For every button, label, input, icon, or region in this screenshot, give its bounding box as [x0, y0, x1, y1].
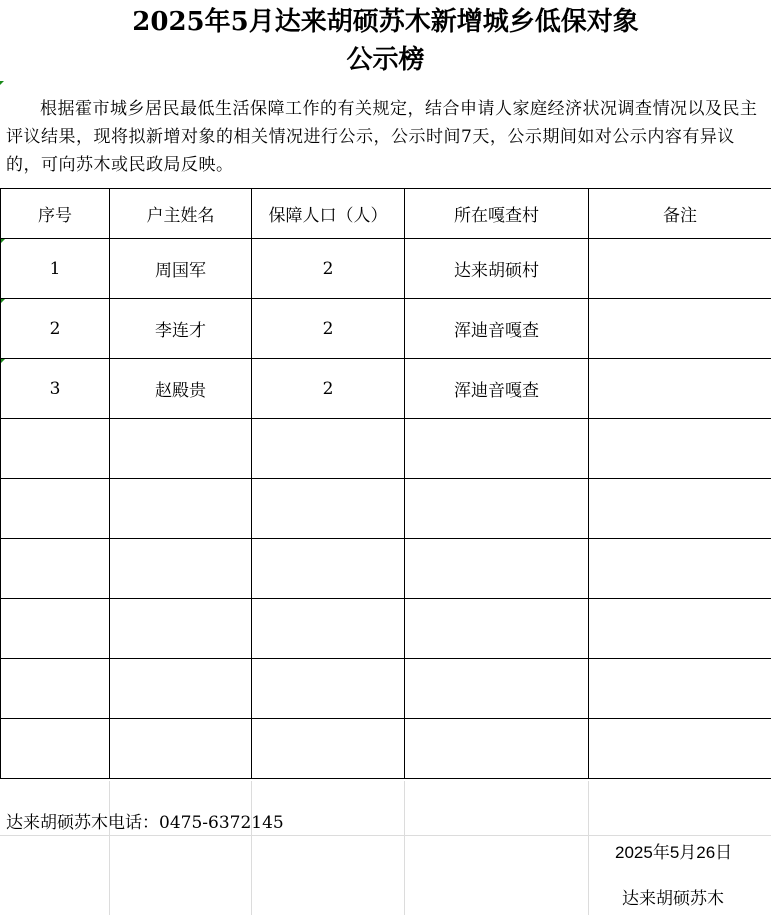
cell-marker — [1, 359, 5, 363]
cell-village — [405, 659, 589, 719]
cell-householder-name — [110, 419, 252, 479]
cell-remarks — [589, 359, 771, 419]
cell-remarks — [589, 419, 771, 479]
cell-index — [1, 659, 110, 719]
cell-covered-persons — [252, 419, 405, 479]
issuing-organization: 达来胡硕苏木 — [622, 889, 724, 909]
table-row — [1, 539, 771, 599]
header-remarks: 备注 — [589, 189, 771, 239]
cell-index — [1, 599, 110, 659]
grid-line — [0, 835, 771, 836]
table-row — [1, 599, 771, 659]
title-line-1: 2025年5月达来胡硕苏木新增城乡低保对象 — [132, 7, 639, 37]
cell-remarks — [589, 599, 771, 659]
header-village: 所在嘎查村 — [405, 189, 589, 239]
title-line-2: 公示榜 — [346, 45, 425, 75]
cell-covered-persons — [252, 659, 405, 719]
header-covered-persons: 保障人口（人） — [252, 189, 405, 239]
header-index: 序号 — [1, 189, 110, 239]
cell-householder-name: 赵殿贵 — [110, 359, 252, 419]
table-row — [1, 239, 771, 299]
cell-village — [405, 419, 589, 479]
cell-covered-persons — [252, 479, 405, 539]
grid-line — [588, 781, 589, 915]
cell-village: 浑迪音嘎查 — [405, 299, 589, 359]
cell-index — [1, 539, 110, 599]
cell-remarks — [589, 659, 771, 719]
cell-index — [1, 479, 110, 539]
notice-date: 2025年5月26日 — [615, 843, 733, 862]
cell-index — [1, 419, 110, 479]
header-householder-name: 户主姓名 — [110, 189, 252, 239]
cell-village — [405, 479, 589, 539]
cell-marker — [1, 299, 5, 303]
cell-covered-persons — [252, 539, 405, 599]
cell-remarks — [589, 719, 771, 779]
beneficiary-table — [0, 188, 771, 779]
cell-householder-name: 李连才 — [110, 299, 252, 359]
cell-covered-persons: 2 — [252, 359, 405, 419]
table-row — [1, 419, 771, 479]
table-header-row — [1, 189, 771, 239]
cell-index: 1 — [1, 239, 110, 299]
contact-phone: 达来胡硕苏木电话：0475-6372145 — [6, 813, 284, 833]
cell-covered-persons — [252, 599, 405, 659]
cell-village — [405, 599, 589, 659]
cell-marker — [0, 81, 4, 85]
cell-householder-name — [110, 599, 252, 659]
cell-householder-name — [110, 539, 252, 599]
cell-village: 浑迪音嘎查 — [405, 359, 589, 419]
cell-index — [1, 719, 110, 779]
table-row — [1, 359, 771, 419]
grid-line — [404, 781, 405, 915]
table-row — [1, 659, 771, 719]
cell-village — [405, 539, 589, 599]
cell-covered-persons: 2 — [252, 299, 405, 359]
intro-paragraph: 根据霍市城乡居民最低生活保障工作的有关规定，结合申请人家庭经济状况调查情况以及民主评议结果，现将拟新增对象的相关情况进行公示，公示时间7天，公示期间如对公示内容有异议的，可向苏木或民政局反映。 — [6, 99, 758, 175]
cell-householder-name: 周国军 — [110, 239, 252, 299]
grid-line — [109, 781, 110, 915]
cell-remarks — [589, 239, 771, 299]
cell-covered-persons: 2 — [252, 239, 405, 299]
table-row — [1, 479, 771, 539]
cell-index: 3 — [1, 359, 110, 419]
table-row — [1, 719, 771, 779]
cell-village: 达来胡硕村 — [405, 239, 589, 299]
cell-remarks — [589, 299, 771, 359]
cell-index: 2 — [1, 299, 110, 359]
cell-covered-persons — [252, 719, 405, 779]
cell-marker — [1, 239, 5, 243]
cell-householder-name — [110, 659, 252, 719]
grid-line — [251, 781, 252, 915]
table-row — [1, 299, 771, 359]
cell-remarks — [589, 539, 771, 599]
cell-householder-name — [110, 719, 252, 779]
cell-householder-name — [110, 479, 252, 539]
cell-remarks — [589, 479, 771, 539]
cell-village — [405, 719, 589, 779]
